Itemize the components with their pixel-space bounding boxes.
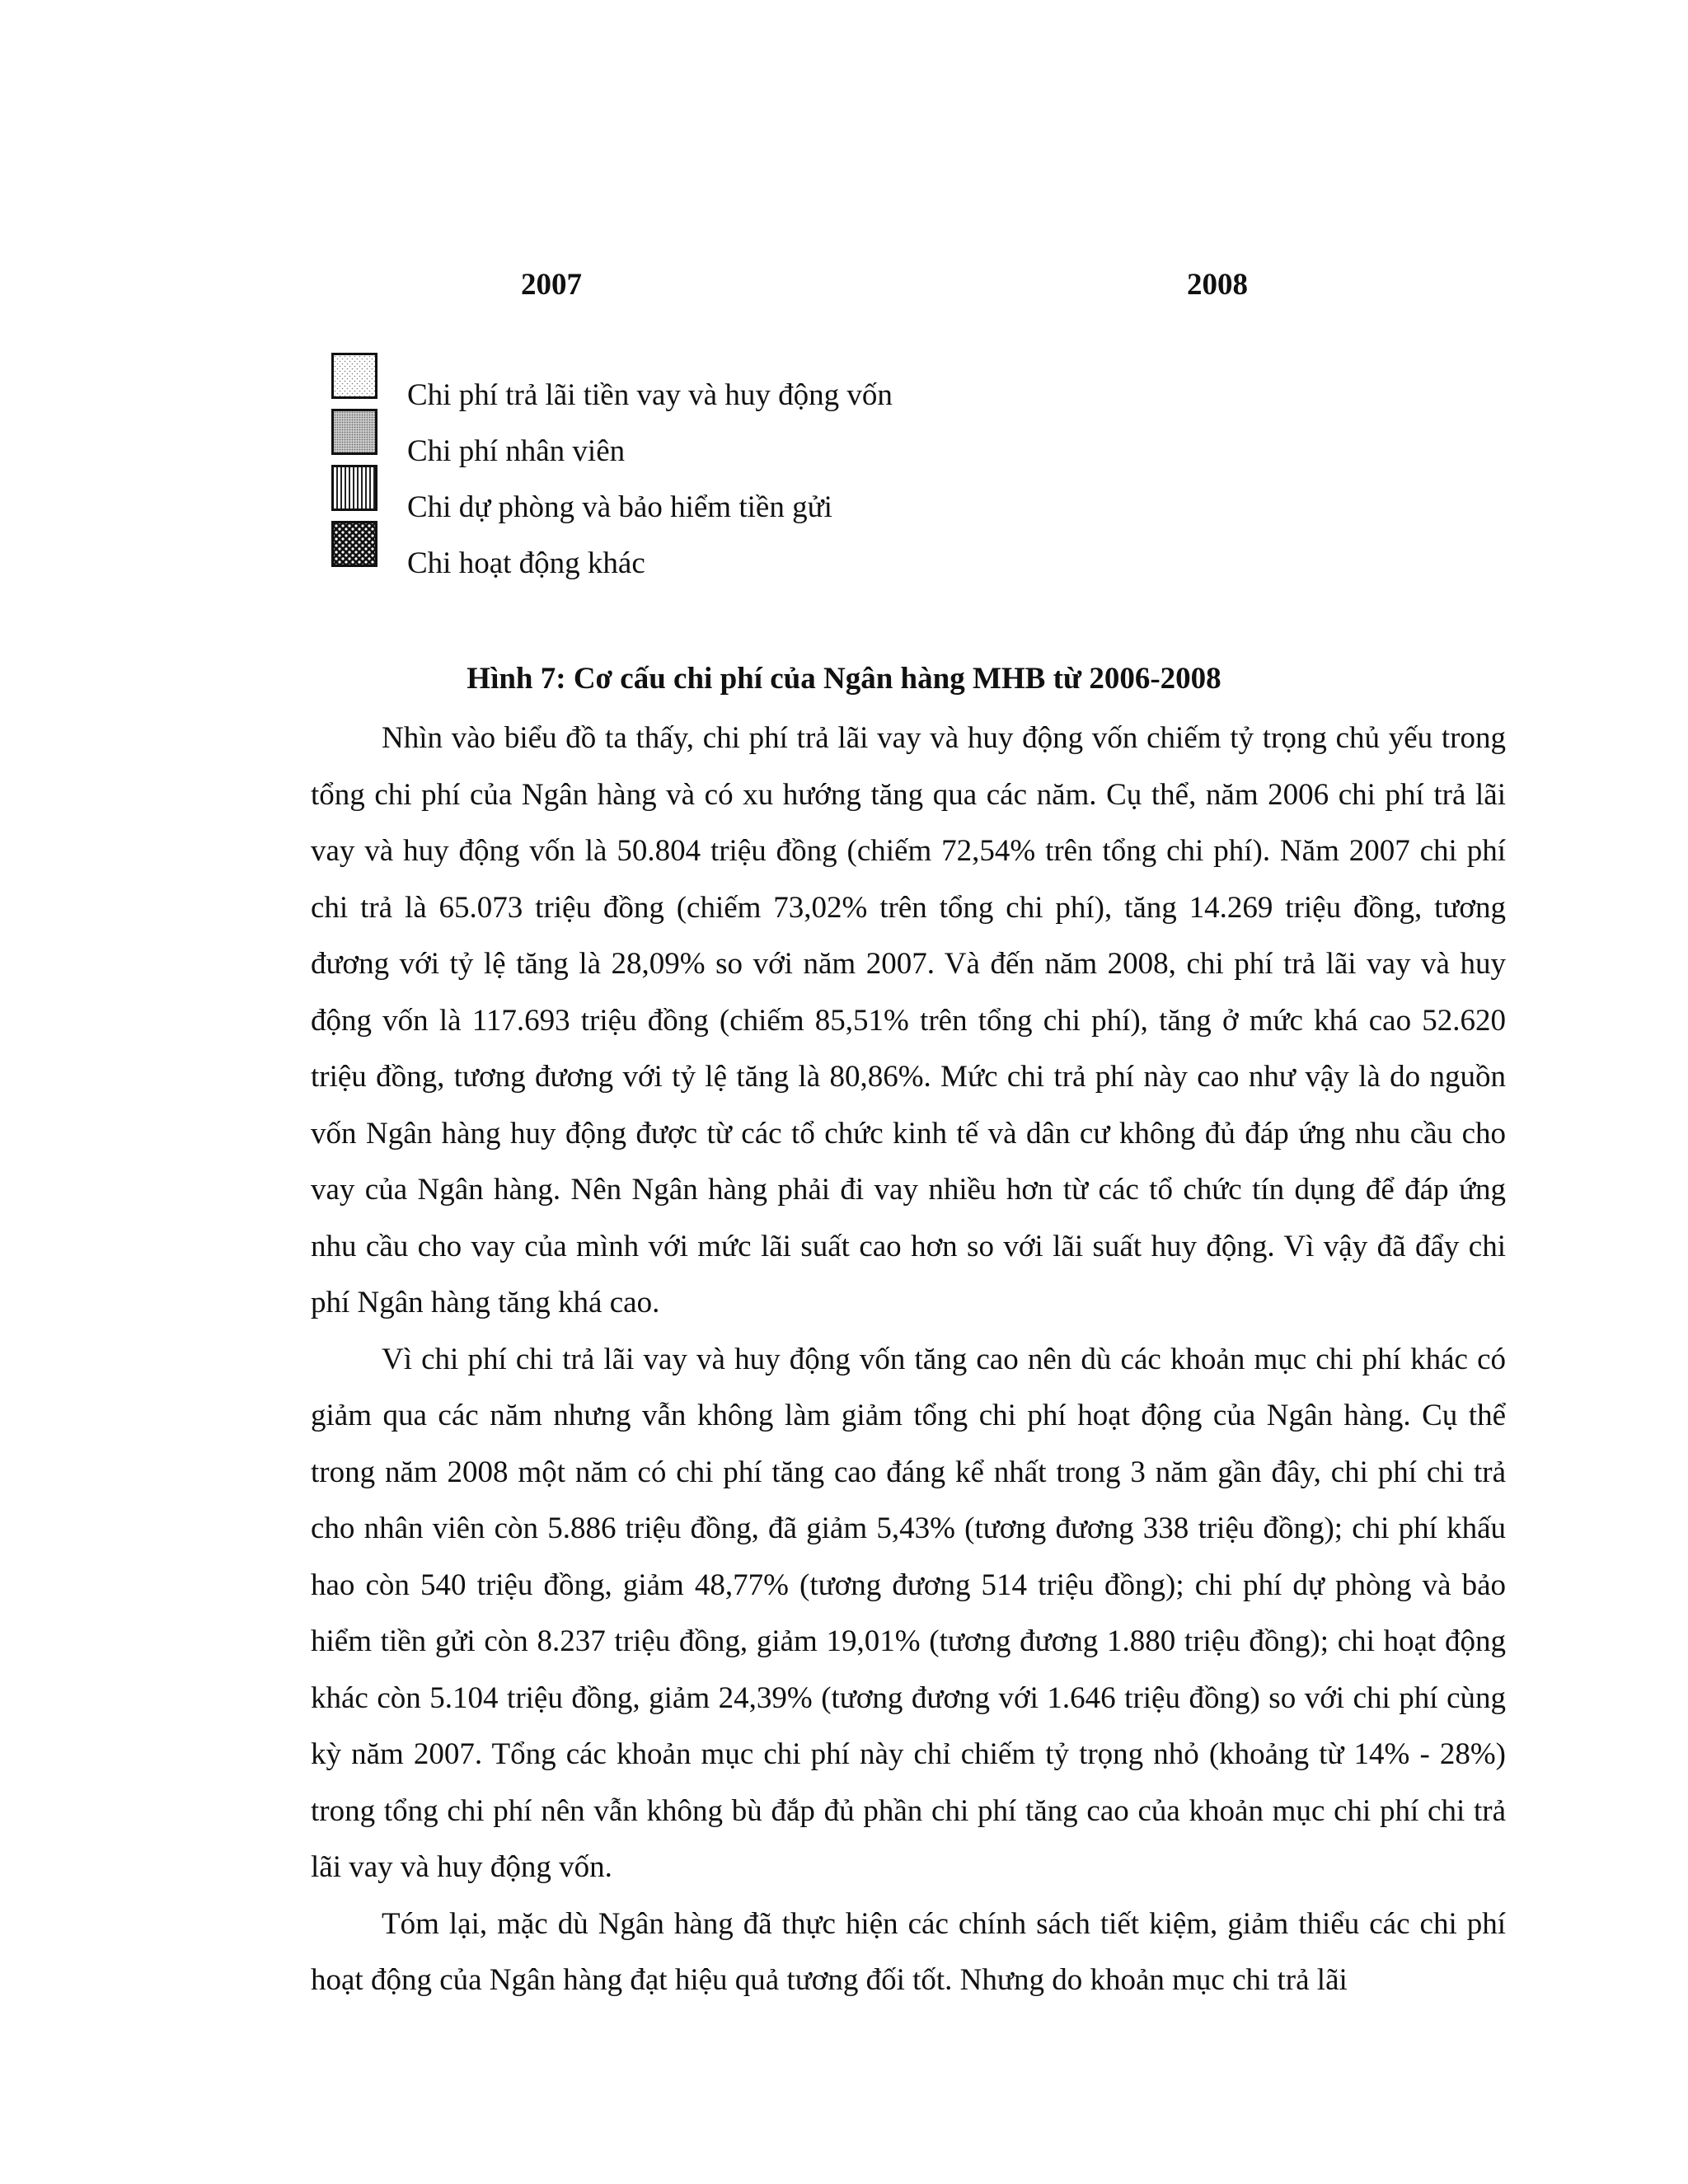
paragraph-2: Vì chi phí chi trả lãi vay và huy động vốn tăng cao nên dù các khoản mục chi phí khác có giảm qua các năm nhưng vẫn không làm giảm tổng chi phí hoạt động của Ngân hàng. Cụ thể trong năm 2008 một năm có chi phí tăng cao đáng kể nhất trong 3 năm gần đây, chi phí chi trả cho nhân viên còn 5.886 triệu đồng, đã giảm 5,43% (tương đương 338 triệu đồng); chi phí khấu hao còn 540 triệu đồng, giảm 48,77% (tương đương 514 triệu đồng); chi phí dự phòng và bảo hiểm tiền gửi còn 8.237 triệu đồng, giảm 19,01% (tương đương 1.880 triệu đồng); chi hoạt động khác còn 5.104 triệu đồng, giảm 24,39% (tương đương với 1.646 triệu đồng) so với chi phí cùng kỳ năm 2007. Tổng các khoản mục chi phí này chỉ chiếm tỷ trọng nhỏ (khoảng từ 14% - 28%) trong tổng chi phí nên vẫn không bù đắp đủ phần chi phí tăng cao của khoản mục chi phí chi trả lãi vay và huy động vốn. [311,1342,1506,1884]
dense-dots-pattern-swatch [331,409,377,455]
figure-caption: Hình 7: Cơ cấu chi phí của Ngân hàng MHB từ 2006-2008 [467,662,1221,696]
legend-label-staff: Chi phí nhân viên [407,434,626,468]
body-text [311,710,1506,2009]
legend-label-provision: Chi dự phòng và bảo hiểm tiền gửi [407,490,832,524]
light-dots-pattern-swatch [331,353,377,399]
year-label-2008: 2008 [1187,268,1248,302]
legend-label-interest: Chi phí trả lãi tiền vay và huy động vốn [407,378,893,412]
vertical-lines-pattern-swatch [331,465,377,511]
checker-pattern-swatch [331,521,377,567]
legend-label-other: Chi hoạt động khác [407,546,645,580]
year-label-2007: 2007 [521,268,582,302]
paragraph-3: Tóm lại, mặc dù Ngân hàng đã thực hiện các chính sách tiết kiệm, giảm thiểu các chi phí hoạt động của Ngân hàng đạt hiệu quả tương đối tốt. Nhưng do khoản mục chi trả lãi [311,1906,1506,1997]
paragraph-1: Nhìn vào biểu đồ ta thấy, chi phí trả lãi vay và huy động vốn chiếm tỷ trọng chủ yếu trong tổng chi phí của Ngân hàng và có xu hướng tăng qua các năm. Cụ thể, năm 2006 chi phí trả lãi vay và huy động vốn là 50.804 triệu đồng (chiếm 72,54% trên tổng chi phí). Năm 2007 chi phí chi trả là 65.073 triệu đồng (chiếm 73,02% trên tổng chi phí), tăng 14.269 triệu đồng, tương đương với tỷ lệ tăng là 28,09% so với năm 2007. Và đến năm 2008, chi phí trả lãi vay và huy động vốn là 117.693 triệu đồng (chiếm 85,51% trên tổng chi phí), tăng ở mức khá cao 52.620 triệu đồng, tương đương với tỷ lệ tăng là 80,86%. Mức chi trả phí này cao như vậy là do nguồn vốn Ngân hàng huy động được từ các tổ chức kinh tế và dân cư không đủ đáp ứng nhu cầu cho vay của Ngân hàng. Nên Ngân hàng phải đi vay nhiều hơn từ các tổ chức tín dụng để đáp ứng nhu cầu cho vay của mình với mức lãi suất cao hơn so với lãi suất huy động. Vì vậy đã đẩy chi phí Ngân hàng tăng khá cao. [311,721,1506,1319]
